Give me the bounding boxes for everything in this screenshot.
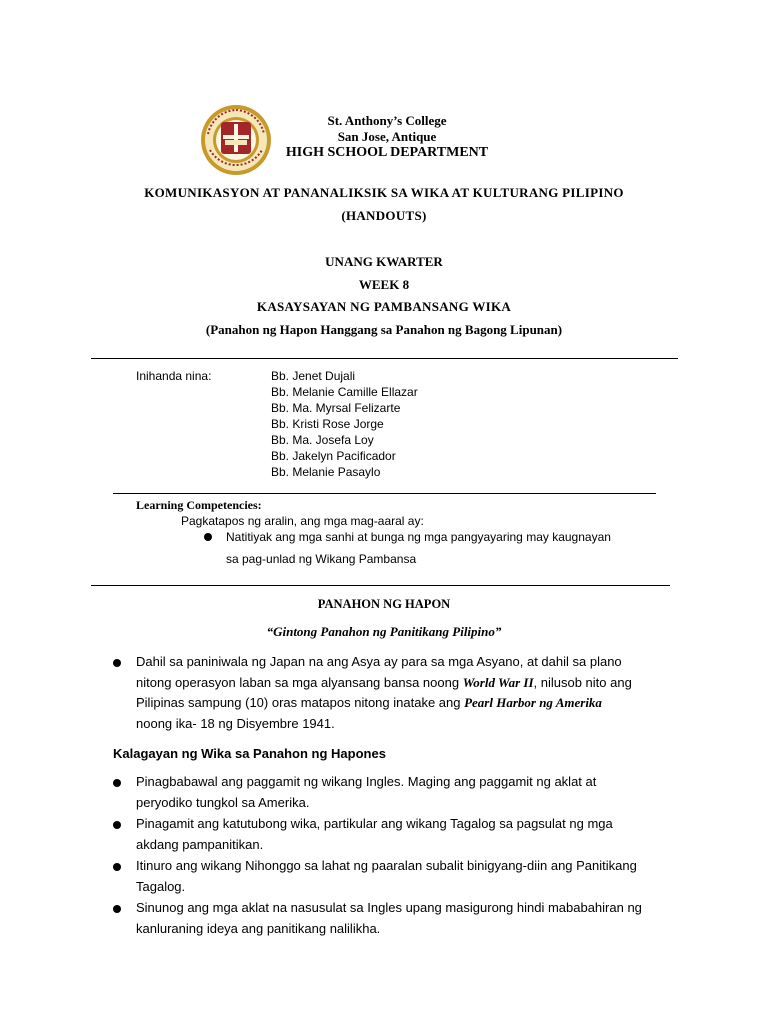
text-run: Pilipinas sampung (10) oras matapos nitong inatake ang — [136, 695, 465, 710]
author-name: Bb. Ma. Josefa Loy — [271, 433, 374, 447]
learning-competencies-intro: Pagkatapos ng aralin, ang mga mag-aaral ay: — [181, 514, 424, 528]
prepared-by-label: Inihanda nina: — [136, 369, 212, 383]
list-item-line: Tagalog. — [136, 878, 186, 894]
list-item — [136, 856, 696, 897]
topic-title: KASAYSAYAN NG PAMBANSANG WIKA — [256, 299, 512, 314]
section-title: PANAHON NG HAPON — [317, 597, 451, 611]
list-item-line: Pinagbabawal ang paggamit ng wikang Ingles. Maging ang paggamit ng aklat at — [136, 774, 597, 789]
emphasis-world-war: World War II — [462, 674, 534, 690]
competency-line: sa pag-unlad ng Wikang Pambansa — [226, 552, 417, 566]
paragraph-line: noong ika- 18 ng Disyembre 1941. — [136, 715, 335, 731]
school-header — [262, 113, 512, 161]
paragraph-line — [136, 673, 656, 694]
school-location: San Jose, Antique — [337, 128, 437, 144]
department-name: HIGH SCHOOL DEPARTMENT — [285, 145, 489, 160]
emphasis-pearl-harbor: Pearl Harbor ng Amerika — [464, 695, 602, 710]
list-item-line: Sinunog ang mga aklat na nasusulat sa Ingles upang masigurong hindi mababahiran ng — [136, 900, 642, 915]
handouts-label: (HANDOUTS) — [341, 208, 427, 223]
subheading: Kalagayan ng Wika sa Panahon ng Hapones — [113, 746, 386, 761]
text-run: , nilusob nito ang — [533, 674, 632, 690]
author-name: Bb. Jakelyn Pacificador — [271, 449, 396, 463]
subject-title: KOMUNIKASYON AT PANANALIKSIK SA WIKA AT KULTURANG PILIPINO — [144, 185, 624, 200]
competency-line: Natitiyak ang mga sanhi at bunga ng mga pangyayaring may kaugnayan — [226, 530, 611, 544]
divider-authors — [113, 493, 656, 494]
list-item — [136, 772, 656, 813]
divider-top — [91, 358, 678, 359]
bullet-icon — [113, 821, 121, 829]
author-name: Bb. Kristi Rose Jorge — [271, 417, 384, 431]
bullet-icon — [113, 905, 121, 913]
intro-paragraph — [136, 652, 656, 734]
list-item-line: Itinuro ang wikang Nihonggo sa lahat ng paaralan subalit binigyang-diin ang Panitikang — [136, 858, 637, 873]
paragraph-line — [136, 693, 656, 714]
list-item-line: peryodiko tungkol sa Amerika. — [136, 794, 310, 810]
week-label: WEEK 8 — [358, 277, 410, 292]
author-name: Bb. Melanie Camille Ellazar — [271, 385, 418, 399]
topic-subtitle: (Panahon ng Hapon Hanggang sa Panahon ng Bagong Lipunan) — [205, 322, 563, 337]
list-item — [136, 898, 696, 939]
paragraph-line: Dahil sa paniniwala ng Japan na ang Asya ay para sa mga Asyano, at dahil sa plano — [136, 654, 622, 669]
author-name: Bb. Ma. Myrsal Felizarte — [271, 401, 401, 415]
divider-middle — [91, 585, 670, 586]
school-name: St. Anthony’s College — [327, 113, 447, 128]
list-item-line: kanluraning ideya ang panitikang nalilikha. — [136, 920, 381, 936]
section-subtitle: “Gintong Panahon ng Panitikang Pilipino” — [266, 624, 502, 639]
author-name: Bb. Melanie Pasaylo — [271, 465, 381, 479]
bullet-icon — [113, 659, 121, 667]
list-item-line: akdang pampanitikan. — [136, 836, 264, 852]
text-run: nitong operasyon laban sa mga alyansang bansa noong — [136, 674, 463, 690]
quarter-label: UNANG KWARTER — [325, 254, 443, 269]
author-name: Bb. Jenet Dujali — [271, 369, 356, 383]
bullet-icon — [113, 779, 121, 787]
bullet-icon — [113, 863, 121, 871]
learning-competencies-title: Learning Competencies: — [136, 498, 262, 512]
list-item — [136, 814, 656, 855]
bullet-icon — [204, 533, 212, 541]
list-item-line: Pinagamit ang katutubong wika, partikular ang wikang Tagalog sa pagsulat ng mga — [136, 816, 613, 831]
